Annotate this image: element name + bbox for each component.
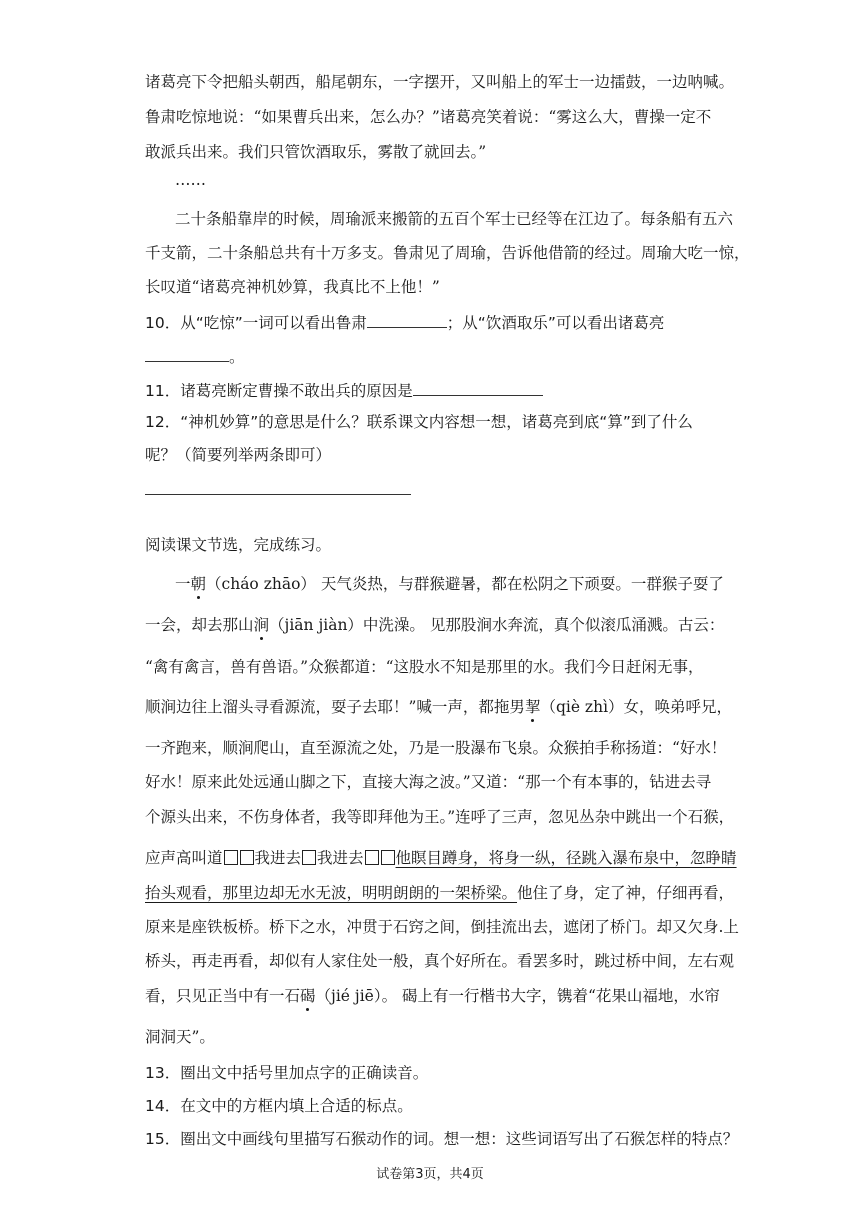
text-run: 他住了身，定了神，仔细再看，: [517, 884, 735, 902]
passage2-line: [145, 883, 734, 903]
question-12-line2: 呢？（简要列举两条即可）: [145, 446, 332, 464]
passage2-line: [145, 986, 720, 1006]
passage2-line: 原来是座铁板桥。桥下之水，冲贯于石窍之间，倒挂流出去，遮闭了桥门。却又欠身.上: [145, 918, 739, 936]
punctuation-box[interactable]: [365, 850, 379, 865]
question-12-line1: 12．“神机妙算”的意思是什么？联系课文内容想一想，诸葛亮到底“算”到了什么: [145, 413, 693, 431]
question-11-text: 11．诸葛亮断定曹操不敢出兵的原因是: [145, 382, 413, 400]
text-run: （jiān jiàn）中洗澡。 见那股涧水奔流，真个似滚瓜涌溅。古云：: [269, 616, 725, 634]
text-run: 顺涧边往上溜头寻看源流，耍子去耶！”喊一声，都拖男: [145, 698, 525, 716]
dotted-char: 涧: [253, 616, 270, 634]
question-10-end: 。: [229, 348, 245, 366]
punctuation-box[interactable]: [381, 850, 395, 865]
underlined-sentence: 他瞑目蹲身，将身一纵，径跳入瀑布泉中，忽睁睛: [395, 849, 737, 867]
answer-line[interactable]: [145, 494, 411, 495]
dotted-char: 碣: [300, 987, 316, 1005]
text-run: 应声高叫道: [145, 849, 223, 867]
question-15: 15．圈出文中画线句里描写石猴动作的词。想一想：这些词语写出了石猴怎样的特点？: [145, 1130, 739, 1148]
punctuation-box[interactable]: [240, 850, 254, 865]
passage1-line: 二十条船靠岸的时候，周瑜派来搬箭的五百个军士已经等在江边了。每条船有五六: [175, 210, 734, 228]
section-intro: 阅读课文节选，完成练习。: [145, 536, 332, 554]
text-run: （jié jiē）。 碣上有一行楷书大字，镌着“花果山福地，水帘: [315, 987, 720, 1005]
punctuation-box[interactable]: [302, 850, 316, 865]
passage2-line: “禽有禽言，兽有兽语。”众猴都道：“这股水不知是那里的水。我们今日赶闲无事，: [145, 658, 704, 676]
text-run: 一: [175, 575, 191, 593]
passage2-line: 个源头出来，不伤身体者，我等即拜他为王。”连呼了三声，忽见丛杂中跳出一个石猴，: [145, 808, 735, 826]
passage1-line: 长叹道“诸葛亮神机妙算，我真比不上他！”: [145, 278, 440, 296]
answer-blank[interactable]: [413, 379, 543, 396]
text-run: （cháo zhāo） 天气炎热，与群猴避暑，都在松阴之下顽耍。一群猴子耍了: [206, 575, 724, 593]
passage2-line: [145, 848, 737, 868]
question-10-part-b: ；从“饮酒取乐”可以看出诸葛亮: [446, 314, 665, 332]
question-13: 13．圈出文中括号里加点字的正确读音。: [145, 1064, 429, 1082]
text-run: （qiè zhì）女，唤弟呼兄，: [540, 698, 733, 716]
question-10-part-a: 10．从“吃惊”一词可以看出鲁肃: [145, 314, 367, 332]
answer-blank[interactable]: [145, 345, 229, 362]
passage1-line: 千支箭，二十条船总共有十万多支。鲁肃见了周瑜，告诉他借箭的经过。周瑜大吃一惊，: [145, 244, 750, 262]
passage2-line: [175, 574, 724, 594]
text-run: 我进去: [317, 849, 364, 867]
passage2-line: 桥头，再走再看，却似有人家住处一般，真个好所在。看罢多时，跳过桥中间，左右观: [145, 952, 735, 970]
answer-blank[interactable]: [367, 311, 447, 328]
passage1-line: 诸葛亮下令把船头朝西，船尾朝东，一字摆开，又叫船上的军士一边擂鼓，一边呐喊。: [145, 73, 735, 91]
punctuation-box[interactable]: [224, 850, 238, 865]
question-11: [145, 379, 543, 401]
question-10: [145, 311, 664, 333]
question-14: 14．在文中的方框内填上合适的标点。: [145, 1097, 413, 1115]
dotted-char: 挈: [524, 698, 541, 716]
passage1-line: 敢派兵出来。我们只管饮酒取乐，雾散了就回去。”: [145, 143, 487, 161]
passage2-line: [145, 697, 732, 717]
text-run: 看，只见正当中有一石: [145, 987, 301, 1005]
passage2-line: 一齐跑来，顺涧爬山，直至源流之处，乃是一股瀑布飞泉。众猴拍手称扬道：“好水！: [145, 739, 727, 757]
question-10-line2: [145, 345, 245, 367]
text-run: 一会，却去那山: [145, 616, 254, 634]
passage2-line: 洞洞天”。: [145, 1028, 215, 1046]
ellipsis: ……: [175, 171, 206, 189]
passage2-line: 好水！原来此处远通山脚之下，直接大海之波。”又道：“那一个有本事的，钻进去寻: [145, 773, 712, 791]
passage1-line: 鲁肃吃惊地说：“如果曹兵出来，怎么办？”诸葛亮笑着说：“雾这么大，曹操一定不: [145, 108, 712, 126]
dotted-char: 朝: [190, 575, 207, 593]
underlined-sentence: 抬头观看，那里边却无水无波，明明朗朗的一架桥梁。: [145, 884, 518, 902]
page-footer: 试卷第3页，共4页: [376, 1167, 484, 1182]
text-run: 我进去: [254, 849, 302, 867]
passage2-line: [145, 615, 724, 635]
